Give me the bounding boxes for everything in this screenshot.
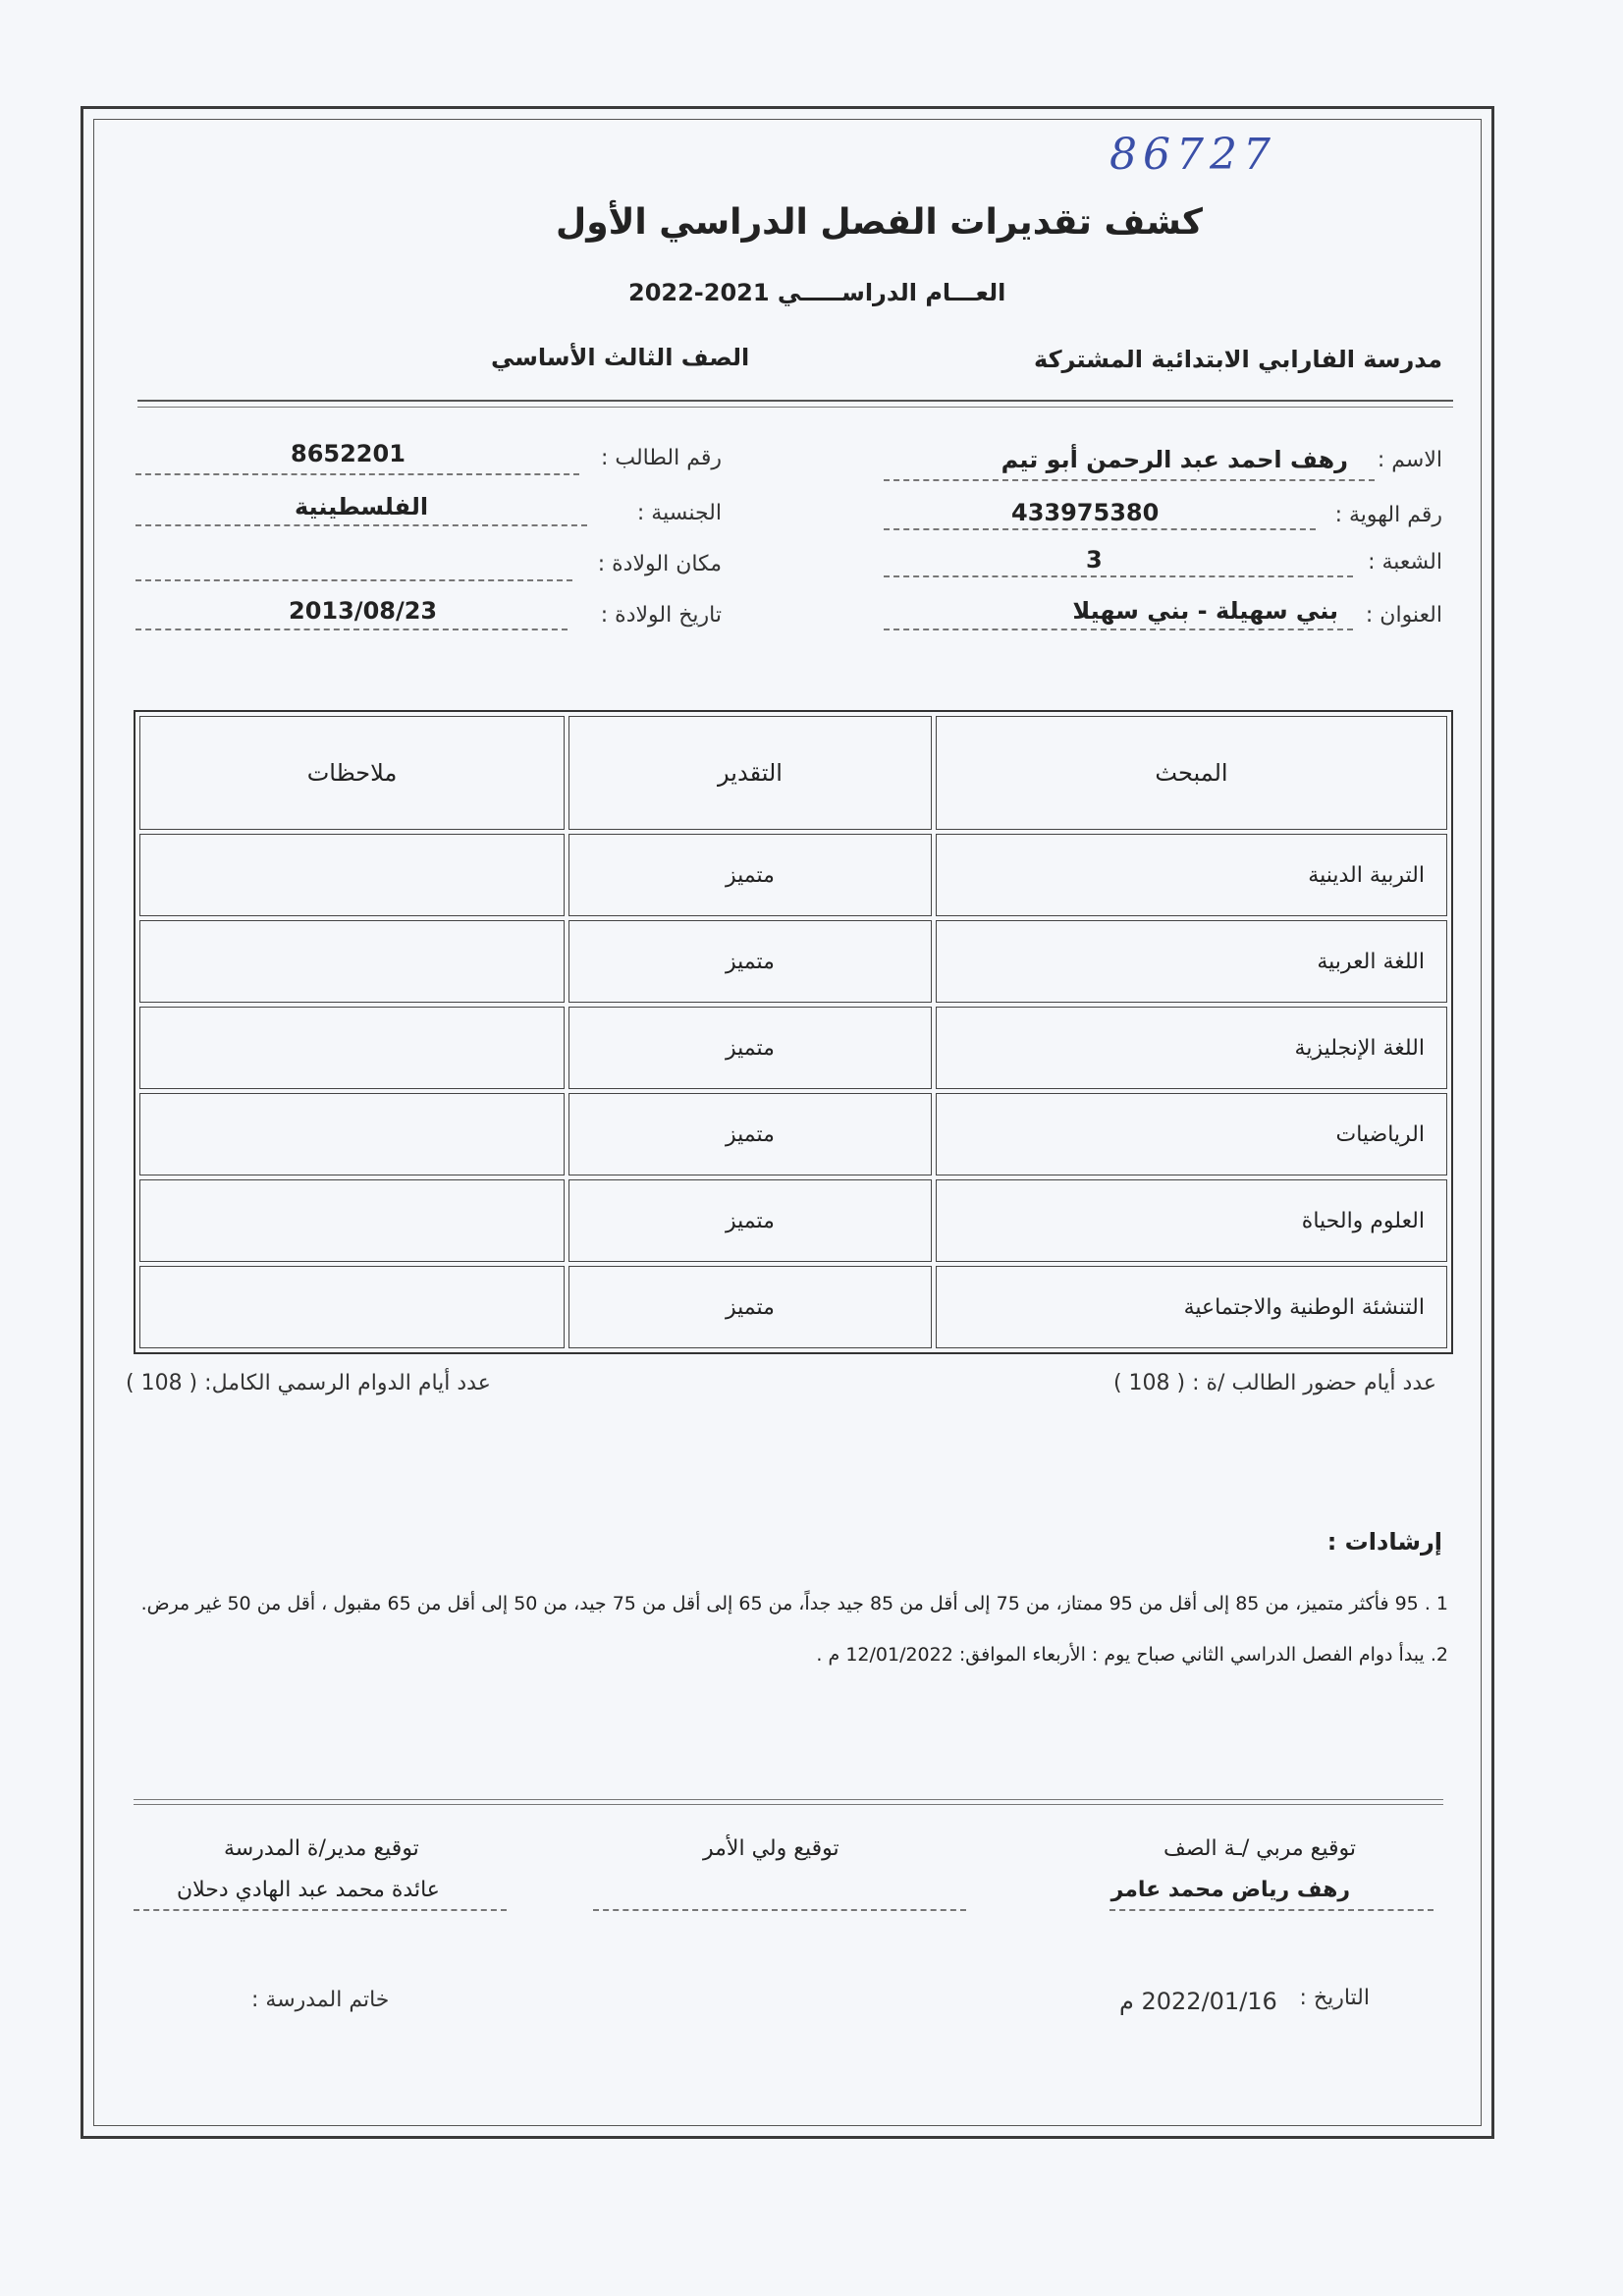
birthplace-label: مكان الولادة : xyxy=(597,552,722,576)
nationality-value: الفلسطينية xyxy=(295,493,429,520)
address-value: بني سهيلة - بني سهيلا xyxy=(1072,597,1338,625)
principal-signature-label: توقيع مدير/ة المدرسة xyxy=(224,1836,419,1861)
subject-cell: الرياضيات xyxy=(936,1093,1447,1175)
attendance-official-value: ( 108 ) xyxy=(126,1371,198,1395)
birthplace-dots xyxy=(135,579,572,581)
teacher-signature-dots xyxy=(1109,1909,1434,1911)
grade-cell: متميز xyxy=(568,1179,932,1262)
date-label: التاريخ : xyxy=(1299,1986,1370,2010)
grade-level: الصف الثالث الأساسي xyxy=(491,344,750,371)
subject-cell: التربية الدينية xyxy=(936,834,1447,916)
student-no-dots xyxy=(135,473,579,475)
grade-cell: متميز xyxy=(568,1093,932,1175)
school-stamp-label: خاتم المدرسة : xyxy=(251,1988,390,2012)
note-cell xyxy=(139,834,565,916)
header-divider-thin xyxy=(137,407,1453,408)
signature-divider xyxy=(134,1799,1443,1800)
instructions-heading: إرشادات : xyxy=(1326,1528,1442,1556)
nationality-dots xyxy=(135,524,587,526)
header-notes: ملاحظات xyxy=(139,716,565,830)
year-value: 2022-2021 xyxy=(628,279,770,306)
grade-cell: متميز xyxy=(568,1266,932,1348)
date-value: 2022/01/16 م xyxy=(1119,1988,1277,2015)
id-dots xyxy=(884,528,1316,530)
grades-table xyxy=(134,710,1453,1354)
principal-name: عائدة محمد عبد الهادي دحلان xyxy=(177,1878,440,1902)
nationality-label: الجنسية : xyxy=(636,501,722,525)
note-cell xyxy=(139,1093,565,1175)
academic-year xyxy=(628,279,1005,306)
address-dots xyxy=(884,629,1353,630)
subject-cell: التنشئة الوطنية والاجتماعية xyxy=(936,1266,1447,1348)
grade-cell: متميز xyxy=(568,1007,932,1089)
note-cell xyxy=(139,1007,565,1089)
instruction-line-2: 2. يبدأ دوام الفصل الدراسي الثاني صباح يوم : الأربعاء الموافق: 12/01/2022 م . xyxy=(816,1644,1448,1666)
table-row xyxy=(139,1093,1447,1175)
grade-cell: متميز xyxy=(568,834,932,916)
grade-cell: متميز xyxy=(568,920,932,1003)
id-value: 433975380 xyxy=(1011,499,1160,526)
birthdate-dots xyxy=(135,629,568,630)
instruction-line-1: 1 . 95 فأكثر متميز، من 85 إلى أقل من 95 ممتاز، من 75 إلى أقل من 85 جيد جداً، من 65 إلى أقل من 75 جيد، من 50 إلى أقل من 65 مقبول ، أقل من 50 غير مرض. xyxy=(140,1593,1448,1614)
address-label: العنوان : xyxy=(1365,603,1442,628)
birthdate-label: تاريخ الولادة : xyxy=(600,603,722,628)
teacher-name: رهف رياض محمد عامر xyxy=(1110,1878,1350,1902)
handwritten-number: 86727 xyxy=(1109,130,1276,180)
section-dots xyxy=(884,575,1353,577)
header-subject: المبحث xyxy=(936,716,1447,830)
attendance-present xyxy=(1113,1371,1436,1395)
year-label: العـــام الدراســـــي xyxy=(777,279,1006,306)
name-dots xyxy=(884,479,1375,481)
attendance-present-value: ( 108 ) xyxy=(1112,1371,1186,1395)
signature-divider-thin xyxy=(134,1804,1443,1805)
note-cell xyxy=(139,1179,565,1262)
table-row xyxy=(139,1179,1447,1262)
note-cell xyxy=(139,920,565,1003)
guardian-signature-dots xyxy=(593,1909,966,1911)
guardian-signature-label: توقيع ولي الأمر xyxy=(703,1836,839,1861)
table-row xyxy=(139,920,1447,1003)
header-grade: التقدير xyxy=(568,716,932,830)
attendance-official xyxy=(126,1371,491,1395)
subject-cell: اللغة العربية xyxy=(936,920,1447,1003)
page-title: كشف تقديرات الفصل الدراسي الأول xyxy=(556,202,1203,243)
table-row xyxy=(139,1007,1447,1089)
teacher-signature-label: توقيع مربي /ـة الصف xyxy=(1163,1836,1356,1861)
section-value: 3 xyxy=(1086,546,1103,574)
name-label: الاسم : xyxy=(1377,448,1442,472)
table-row xyxy=(139,1266,1447,1348)
attendance-present-label: عدد أيام حضور الطالب /ة : xyxy=(1192,1371,1436,1395)
table-header-row xyxy=(139,716,1447,830)
subject-cell: اللغة الإنجليزية xyxy=(936,1007,1447,1089)
birthdate-value: 2013/08/23 xyxy=(289,597,438,625)
principal-signature-dots xyxy=(134,1909,507,1911)
school-name: مدرسة الفارابي الابتدائية المشتركة xyxy=(1034,346,1442,373)
student-no-value: 8652201 xyxy=(291,440,406,467)
name-value: رهف احمد عبد الرحمن أبو تيم xyxy=(1001,446,1348,473)
header-divider xyxy=(137,400,1453,402)
subject-cell: العلوم والحياة xyxy=(936,1179,1447,1262)
attendance-official-label: عدد أيام الدوام الرسمي الكامل: xyxy=(204,1371,491,1395)
section-label: الشعبة : xyxy=(1368,550,1442,574)
table-row xyxy=(139,834,1447,916)
id-label: رقم الهوية : xyxy=(1334,503,1442,527)
note-cell xyxy=(139,1266,565,1348)
student-no-label: رقم الطالب : xyxy=(600,446,722,470)
